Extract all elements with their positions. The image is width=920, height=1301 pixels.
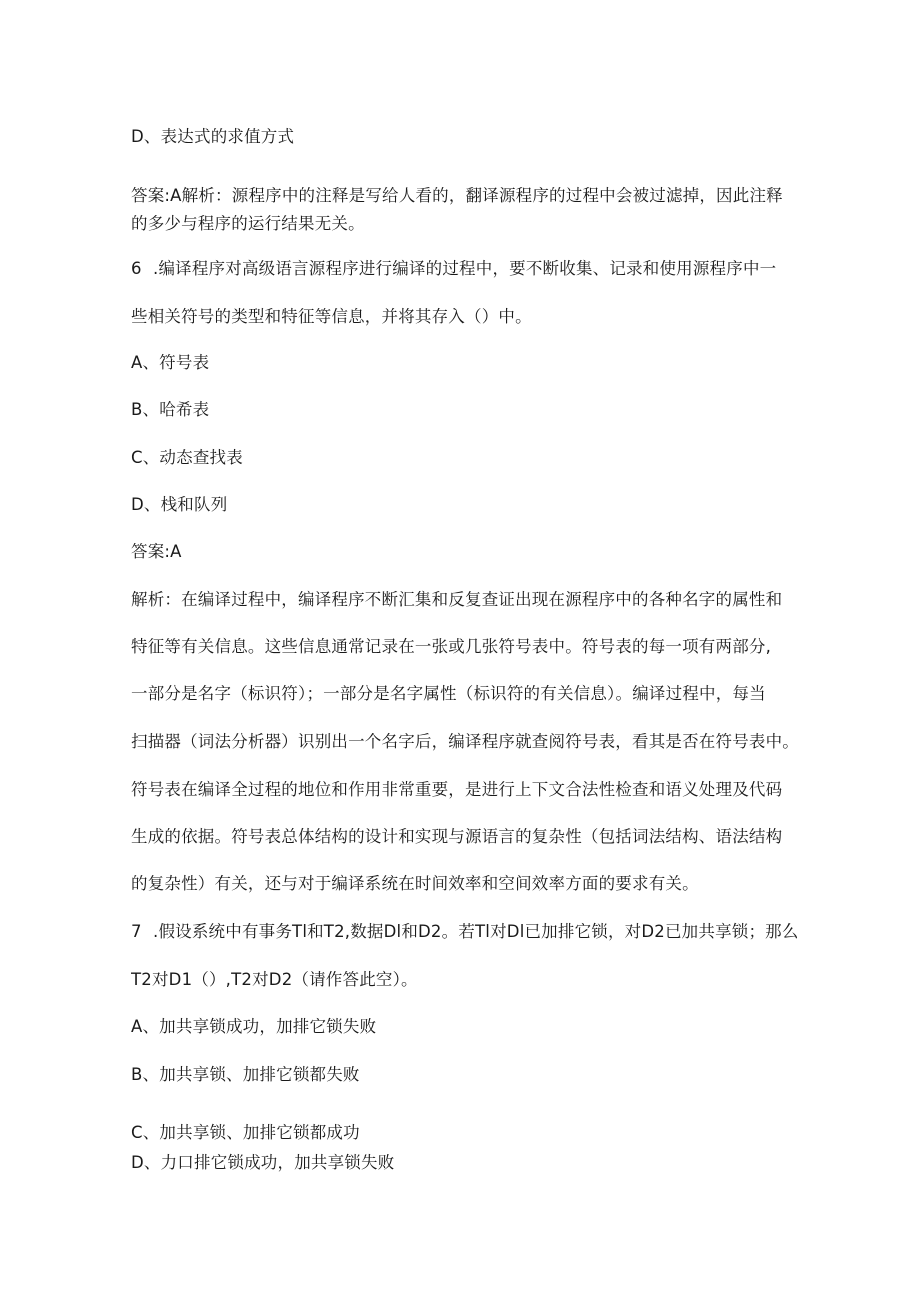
q7-stem-line-1	[131, 921, 801, 943]
q6-analysis-line-1: 解析：在编译过程中，编译程序不断汇集和反复查证出现在源程序中的各种名字的属性和	[131, 590, 783, 609]
q6-stem-line-2: 些相关符号的类型和特征等信息，并将其存入（）中。	[131, 307, 532, 326]
q6-option-b: B、哈希表	[131, 400, 210, 419]
q6-analysis-line-3: 一部分是名字（标识符）；一部分是名字属性（标识符的有关信息）。编译过程中，每当	[131, 684, 766, 703]
q6-analysis-line-7: 的复杂性）有关，还与对于编译系统在时间效率和空间效率方面的要求有关。	[131, 874, 699, 893]
q7-option-b: B、加共享锁、加排它锁都失败	[131, 1065, 360, 1084]
q7-stem-text-1: .假设系统中有事务Tl和T2,数据Dl和D2。若Tl对Dl已加排它锁，对D2已加共享锁；那么	[153, 922, 799, 941]
q6-option-c: C、动态查找表	[131, 448, 243, 467]
q5-option-d: D、表达式的求值方式	[131, 127, 295, 146]
q6-answer: 答案:A	[131, 542, 182, 561]
q6-analysis-line-2: 特征等有关信息。这些信息通常记录在一张或几张符号表中。符号表的每一项有两部分,	[131, 637, 772, 656]
q5-answer-line-1: 答案:A解析：源程序中的注释是写给人看的，翻译源程序的过程中会被过滤掉，因此注释	[131, 186, 783, 205]
q7-option-d: D、力口排它锁成功，加共享锁失败	[131, 1153, 395, 1172]
q6-stem-line-1	[131, 258, 801, 280]
q6-analysis-line-5: 符号表在编译全过程的地位和作用非常重要，是进行上下文合法性检查和语义处理及代码	[131, 780, 783, 799]
q7-number: 7	[131, 922, 142, 941]
q6-option-a: A、符号表	[131, 353, 210, 372]
q7-stem-line-2: T2对D1（）,T2对D2（请作答此空）。	[131, 970, 418, 989]
q6-number: 6	[131, 259, 142, 278]
q7-option-c: C、加共享锁、加排它锁都成功	[131, 1123, 360, 1142]
q6-stem-text-1: .编译程序对高级语言源程序进行编译的过程中，要不断收集、记录和使用源程序中一	[153, 259, 777, 278]
q5-answer-line-2: 的多少与程序的运行结果无关。	[131, 214, 365, 233]
q7-option-a: A、加共享锁成功，加排它锁失败	[131, 1017, 377, 1036]
q6-analysis-line-6: 生成的依据。符号表总体结构的设计和实现与源语言的复杂性（包括词法结构、语法结构	[131, 827, 783, 846]
q6-option-d: D、栈和队列	[131, 495, 228, 514]
q6-analysis-line-4: 扫描器（词法分析器）识别出一个名字后，编译程序就查阅符号表，看其是否在符号表中。	[131, 732, 799, 751]
